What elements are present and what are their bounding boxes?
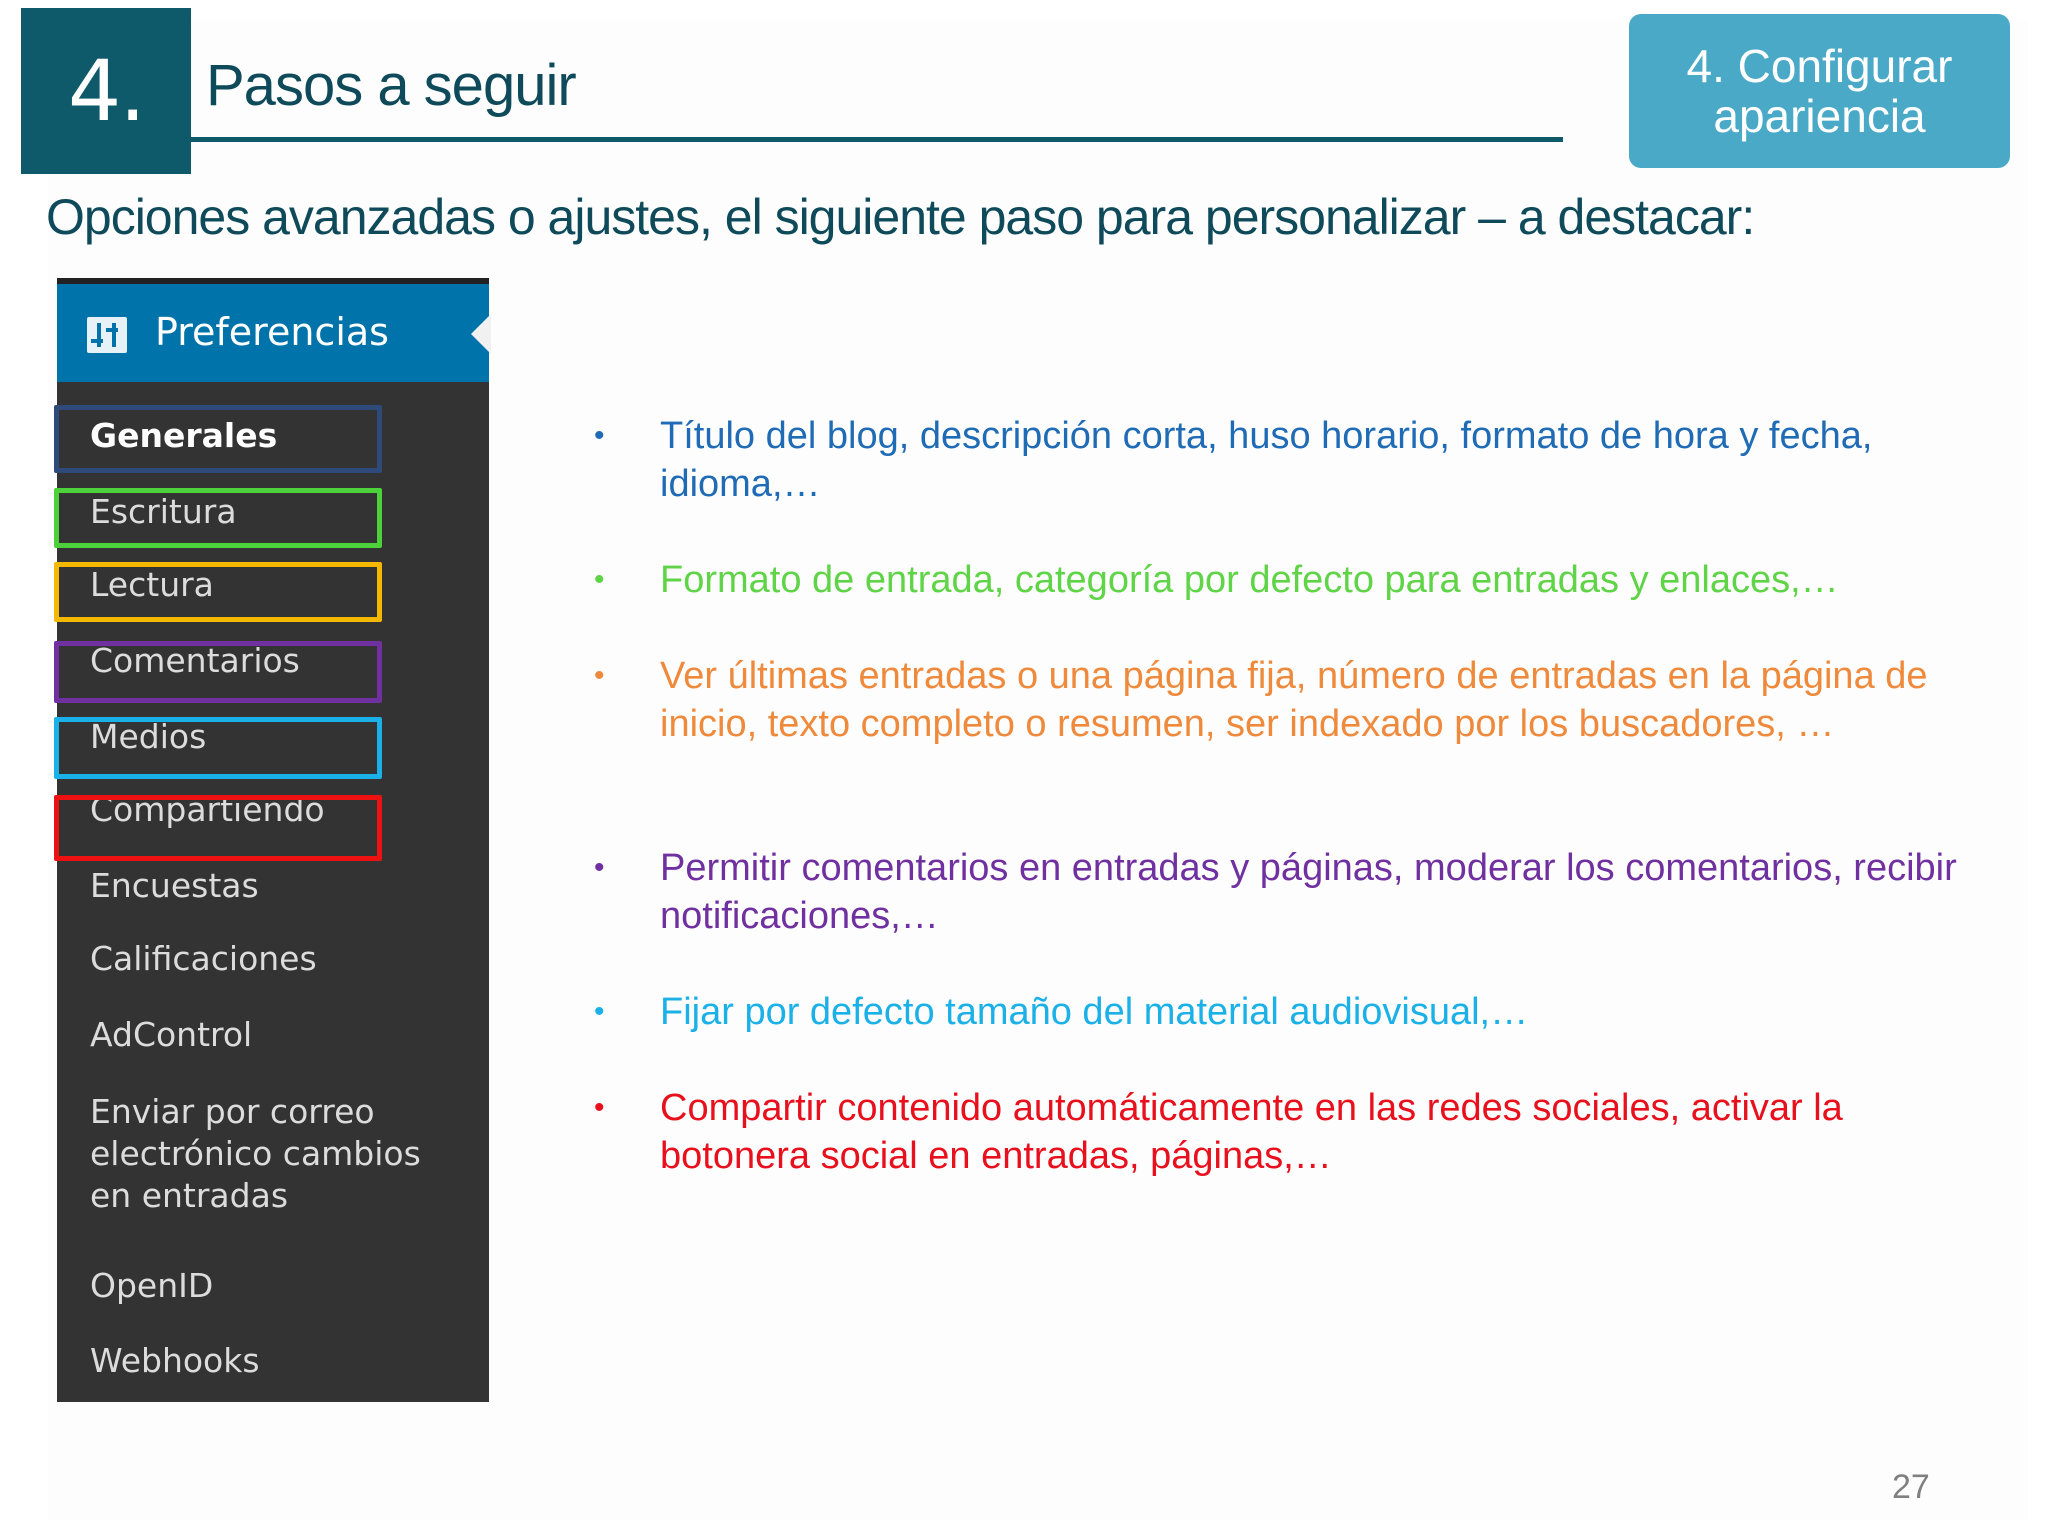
highlight-box-medios xyxy=(54,717,382,779)
current-menu-arrow-icon xyxy=(471,314,491,354)
page-title: Pasos a seguir xyxy=(206,53,576,118)
menu-item-adcontrol[interactable]: AdControl xyxy=(90,1015,253,1054)
bullet-text: Ver últimas entradas o una página fija, número de entradas en la página de inicio, texto completo o resumen, ser indexado por los buscadores, … xyxy=(660,655,1928,745)
highlight-box-escritura xyxy=(54,488,382,548)
step-badge xyxy=(1629,14,2010,168)
title-underline xyxy=(191,137,1563,142)
step-badge-line-2: apariencia xyxy=(1713,90,1926,142)
menu-item-compartiendo[interactable]: Compartiendo xyxy=(90,790,325,829)
menu-item-enviar-line-3: en entradas xyxy=(90,1176,289,1215)
menu-item-medios[interactable]: Medios xyxy=(90,717,207,756)
bullet-icon: • xyxy=(594,659,605,692)
settings-sliders-icon xyxy=(87,317,127,353)
menu-item-calificaciones[interactable]: Calificaciones xyxy=(90,939,317,978)
highlight-box-compartiendo xyxy=(54,795,382,861)
bullet-icon: • xyxy=(594,563,605,596)
menu-item-enviar-por-correo[interactable] xyxy=(90,1091,421,1217)
bullet-text: Título del blog, descripción corta, huso horario, formato de hora y fecha, idioma,… xyxy=(660,415,1873,505)
step-badge-line-1: 4. Configurar xyxy=(1686,40,1953,92)
bullet-icon: • xyxy=(594,1091,605,1124)
menu-item-webhooks[interactable]: Webhooks xyxy=(90,1341,260,1380)
menu-item-openid[interactable]: OpenID xyxy=(90,1266,214,1305)
highlight-box-lectura xyxy=(54,562,382,622)
bullet-icon: • xyxy=(594,995,605,1028)
bullet-icon: • xyxy=(594,419,605,452)
menu-item-escritura[interactable]: Escritura xyxy=(90,492,237,531)
bullet-text: Fijar por defecto tamaño del material audiovisual,… xyxy=(660,991,1529,1033)
bullet-text: Formato de entrada, categoría por defecto para entradas y enlaces,… xyxy=(660,559,1839,601)
bullet-text: Permitir comentarios en entradas y páginas, moderar los comentarios, recibir notificaciones,… xyxy=(660,847,1957,937)
highlight-box-generales xyxy=(54,405,382,473)
section-number: 4. xyxy=(21,8,191,174)
menu-item-generales[interactable]: Generales xyxy=(90,416,278,455)
page-number: 27 xyxy=(1892,1468,1930,1506)
slide-subtitle: Opciones avanzadas o ajustes, el siguiente paso para personalizar – a destacar: xyxy=(46,189,1755,245)
menu-item-enviar-line-2: electrónico cambios xyxy=(90,1134,421,1173)
settings-menu-heading[interactable] xyxy=(57,284,489,382)
highlight-box-comentarios xyxy=(54,641,382,703)
bullet-text: Compartir contenido automáticamente en las redes sociales, activar la botonera social en entradas, páginas,… xyxy=(660,1087,1843,1177)
menu-item-enviar-line-1: Enviar por correo xyxy=(90,1092,375,1131)
bullet-icon: • xyxy=(594,851,605,884)
menu-item-encuestas[interactable]: Encuestas xyxy=(90,866,259,905)
settings-menu-heading-label: Preferencias xyxy=(155,310,389,354)
menu-item-comentarios[interactable]: Comentarios xyxy=(90,641,300,680)
menu-item-lectura[interactable]: Lectura xyxy=(90,565,214,604)
